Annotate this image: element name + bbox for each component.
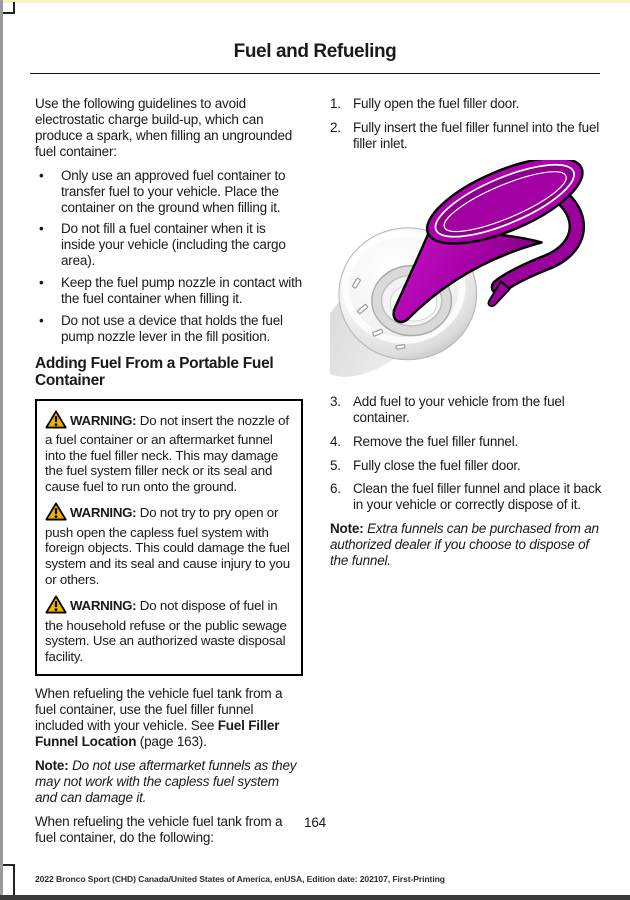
warning-triangle-icon bbox=[45, 410, 67, 433]
warning-paragraph bbox=[45, 410, 294, 495]
bullet-text: Only use an approved fuel container to transfer fuel to your vehicle. Place the container on the ground when filling it. bbox=[61, 167, 286, 215]
step-number: 1. bbox=[330, 96, 341, 111]
note-label: Note: bbox=[330, 521, 364, 537]
step-item bbox=[330, 394, 602, 426]
note-paragraph bbox=[35, 758, 303, 806]
bullet-text: Do not fill a fuel container when it is inside your vehicle (including the cargo area). bbox=[61, 221, 286, 269]
bullet-item bbox=[35, 168, 303, 216]
step-item bbox=[330, 481, 602, 513]
note-text: Do not use aftermarket funnels as they may not work with the capless fuel system and can damage it. bbox=[35, 757, 297, 805]
bullet-marker: • bbox=[39, 313, 44, 329]
warning-label: WARNING: bbox=[70, 505, 137, 521]
warning-paragraph bbox=[45, 595, 294, 664]
refuel-paragraph-text: When refueling the vehicle fuel tank from a fuel container, use the fuel filler funnel included with your vehicle. See bbox=[35, 686, 283, 734]
warning-triangle-icon bbox=[45, 595, 67, 618]
refuel-paragraph-page-ref: (page 163). bbox=[136, 734, 207, 750]
scan-edge-top bbox=[0, 0, 630, 3]
note-paragraph bbox=[330, 521, 602, 569]
step-item bbox=[330, 120, 602, 152]
bullet-item bbox=[35, 221, 303, 269]
step-text: Fully insert the fuel filler funnel into the fuel filler inlet. bbox=[353, 119, 600, 151]
page-title: Fuel and Refueling bbox=[233, 41, 397, 62]
warning-text: Do not dispose of fuel in the household refuse or the public sewage system. Use an authorized waste disposal facility. bbox=[45, 598, 287, 664]
step-number: 5. bbox=[330, 457, 341, 473]
note-text: Extra funnels can be purchased from an authorized dealer if you choose to dispose of the funnel. bbox=[330, 521, 599, 569]
refuel-paragraph bbox=[35, 686, 303, 750]
step-text: Clean the fuel filler funnel and place it back in your vehicle or correctly dispose of it. bbox=[353, 481, 602, 513]
step-number: 6. bbox=[330, 481, 341, 497]
bullet-text: Do not use a device that holds the fuel pump nozzle lever in the fill position. bbox=[61, 313, 283, 344]
warning-text: Do not try to pry open or push open the capless fuel system with foreign objects. This could damage the fuel system and its seal and cause injury to you or others. bbox=[45, 505, 290, 587]
note-label: Note: bbox=[35, 757, 69, 773]
step-text: Fully close the fuel filler door. bbox=[353, 457, 521, 473]
step-text: Remove the fuel filler funnel. bbox=[353, 433, 519, 449]
left-column bbox=[35, 96, 303, 854]
bullet-item bbox=[35, 275, 303, 307]
right-column bbox=[330, 96, 602, 577]
intro-paragraph: Use the following guidelines to avoid electrostatic charge build-up, which can produce a spark, when filling an ungrounded fuel container: bbox=[35, 96, 293, 159]
step-number: 2. bbox=[330, 119, 341, 135]
scan-edge-left bbox=[0, 0, 3, 900]
warning-triangle-icon bbox=[45, 502, 67, 525]
step-text: Fully open the fuel filler door. bbox=[353, 96, 520, 111]
warning-label: WARNING: bbox=[70, 412, 137, 428]
warning-label: WARNING: bbox=[70, 598, 137, 614]
bullet-marker: • bbox=[39, 275, 44, 291]
step-number: 4. bbox=[330, 433, 341, 449]
step-text: Add fuel to your vehicle from the fuel container. bbox=[353, 393, 565, 425]
fuel-filler-funnel-illustration bbox=[330, 160, 602, 386]
bullet-marker: • bbox=[39, 167, 44, 183]
scan-edge-bottom bbox=[0, 895, 630, 900]
crop-mark-bottom-left bbox=[3, 864, 15, 895]
warning-box bbox=[35, 399, 303, 677]
header-divider bbox=[30, 73, 600, 74]
closing-paragraph: When refueling the vehicle fuel tank from a fuel container, do the following: bbox=[35, 813, 283, 845]
step-item bbox=[330, 434, 602, 450]
bullet-item bbox=[35, 313, 303, 345]
warning-text: Do not insert the nozzle of a fuel container or an aftermarket funnel into the fuel filler neck. This may damage the fuel system filler neck or its seal and cause fuel to run onto the ground. bbox=[45, 412, 289, 494]
step-number: 3. bbox=[330, 393, 341, 409]
step-item bbox=[330, 96, 602, 112]
section-heading: Adding Fuel From a Portable Fuel Container bbox=[35, 354, 274, 390]
crop-mark-top-left bbox=[3, 2, 15, 14]
step-item bbox=[330, 458, 602, 474]
warning-paragraph bbox=[45, 502, 294, 587]
bullet-text: Keep the fuel pump nozzle in contact with the fuel container when filling it. bbox=[61, 275, 302, 307]
edition-footer: 2022 Bronco Sport (CHD) Canada/United States of America, enUSA, Edition date: 202107, First-Printing bbox=[35, 874, 445, 884]
bullet-marker: • bbox=[39, 221, 44, 237]
page-number: 164 bbox=[304, 815, 326, 830]
cross-reference-bold: Fuel Filler Funnel Location bbox=[35, 718, 280, 750]
